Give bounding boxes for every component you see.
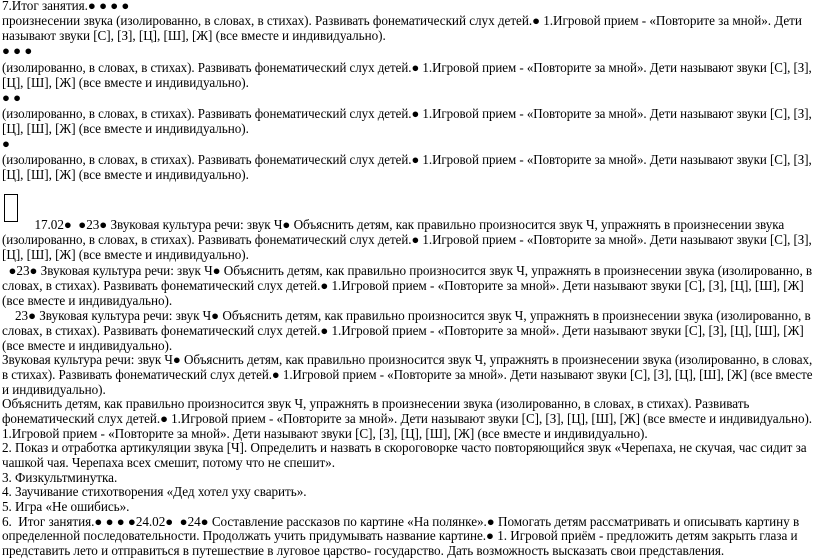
- text-line: ● ●: [2, 90, 22, 105]
- text-line: чашкой чая. Черепаха всех смешит, потому что не спешит».: [2, 455, 335, 470]
- text-line: фонематический слух детей.● 1.Игровой прием - «Повторите за мной». Дети называют звуки [С], [З], [Ц], [Ш], [Ж] (все вместе и индивидуально).: [2, 411, 813, 426]
- text-line: (изолированно, в словах, в стихах). Развивать фонематический слух детей.● 1.Игровой прием - «Повторите за мной». Дети называют звуки [С], [З],: [2, 232, 812, 247]
- text-line: 4. Заучивание стихотворения «Дед хотел уху сварить».: [2, 484, 307, 499]
- text-line: 7.Итог занятия.● ● ● ●: [2, 0, 130, 13]
- text-line: 23● Звуковая культура речи: звук Ч● Объяснить детям, как правильно произносится звук Ч, упражнять в произнесении звука (изолированно, в: [2, 308, 811, 323]
- text-line: (изолированно, в словах, в стихах). Развивать фонематический слух детей.● 1.Игровой прием - «Повторите за мной». Дети называют звуки [С], [З],: [2, 60, 812, 75]
- text-line: (изолированно, в словах, в стихах). Развивать фонематический слух детей.● 1.Игровой прием - «Повторите за мной». Дети называют звуки [С], [З],: [2, 106, 812, 121]
- text-line: [Ц], [Ш], [Ж] (все вместе и индивидуально).: [2, 121, 249, 136]
- text-line: 17.02● ●23● Звуковая культура речи: звук Ч● Объяснить детям, как правильно произносится звук Ч, упражнять в произнесении звука: [2, 217, 785, 232]
- text-line: [Ц], [Ш], [Ж] (все вместе и индивидуально).: [2, 167, 249, 182]
- text-line: 1.Игровой прием - «Повторите за мной». Дети называют звуки [С], [З], [Ц], [Ш], [Ж] (все вместе и индивидуально).: [2, 426, 648, 441]
- text-line: Объяснить детям, как правильно произносится звук Ч, упражнять в произнесении звука (изолированно, в словах, в стихах). Развивать: [2, 396, 750, 411]
- text-line: ●23● Звуковая культура речи: звук Ч● Объяснить детям, как правильно произносится звук Ч, упражнять в произнесении звука (изолированно, в: [2, 263, 813, 278]
- text-line: (все вместе и индивидуально).: [2, 293, 173, 308]
- text-line: [Ц], [Ш], [Ж] (все вместе и индивидуально).: [2, 247, 249, 262]
- text-line: Звуковая культура речи: звук Ч● Объяснить детям, как правильно произносится звук Ч, упражнять в произнесении звука (изолированно, в словах,: [2, 352, 813, 367]
- text-line: словах, в стихах). Развивать фонематический слух детей.● 1.Игровой прием - «Повторите за мной». Дети называют звуки [С], [З], [Ц], [Ш], [Ж]: [2, 323, 804, 338]
- text-line: (изолированно, в словах, в стихах). Развивать фонематический слух детей.● 1.Игровой прием - «Повторите за мной». Дети называют звуки [С], [З],: [2, 152, 812, 167]
- text-line: словах, в стихах). Развивать фонематический слух детей.● 1.Игровой прием - «Повторите за мной». Дети называют звуки [С], [З], [Ц], [Ш], [Ж]: [2, 278, 804, 293]
- text-line: определенной последовательности. Продолжать учить придумывать название картине.● 1. Игровой приём - предложить детям закрыть глаза и: [2, 528, 798, 543]
- text-line: (все вместе и индивидуально).: [2, 338, 173, 353]
- text-line: [Ц], [Ш], [Ж] (все вместе и индивидуально).: [2, 75, 249, 90]
- text-line: представить лето и отправиться в путешествие в луговое царство- государство. Дать возможность высказать свои представления.: [2, 543, 725, 558]
- text-line: произнесении звука (изолированно, в словах, в стихах). Развивать фонематический слух детей.● 1.Игровой прием - «Повторите за мной». Дети: [2, 13, 802, 28]
- text-line: ● ● ●: [2, 43, 33, 58]
- text-line: 6. Итог занятия.● ● ● ●24.02● ●24● Составление рассказов по картине «На полянке».● Помогать детям рассматривать и описывать картину в: [2, 514, 800, 529]
- text-line: ●: [2, 136, 10, 151]
- text-line: и индивидуально).: [2, 382, 106, 397]
- text-line: в стихах). Развивать фонематический слух детей.● 1.Игровой прием - «Повторите за мной». Дети называют звуки [С], [З], [Ц], [Ш], [Ж] (все вместе: [2, 367, 813, 382]
- text-line: 3. Физкультминутка.: [2, 470, 118, 485]
- text-line: называют звуки [С], [З], [Ц], [Ш], [Ж] (все вместе и индивидуально).: [2, 28, 386, 43]
- text-line: 2. Показ и отработка артикуляции звука [Ч]. Определить и назвать в скороговорке часто повторяющийся звук «Черепаха, не скучая, час сидит за: [2, 440, 807, 455]
- text-line: 5. Игра «Не ошибись».: [2, 499, 130, 514]
